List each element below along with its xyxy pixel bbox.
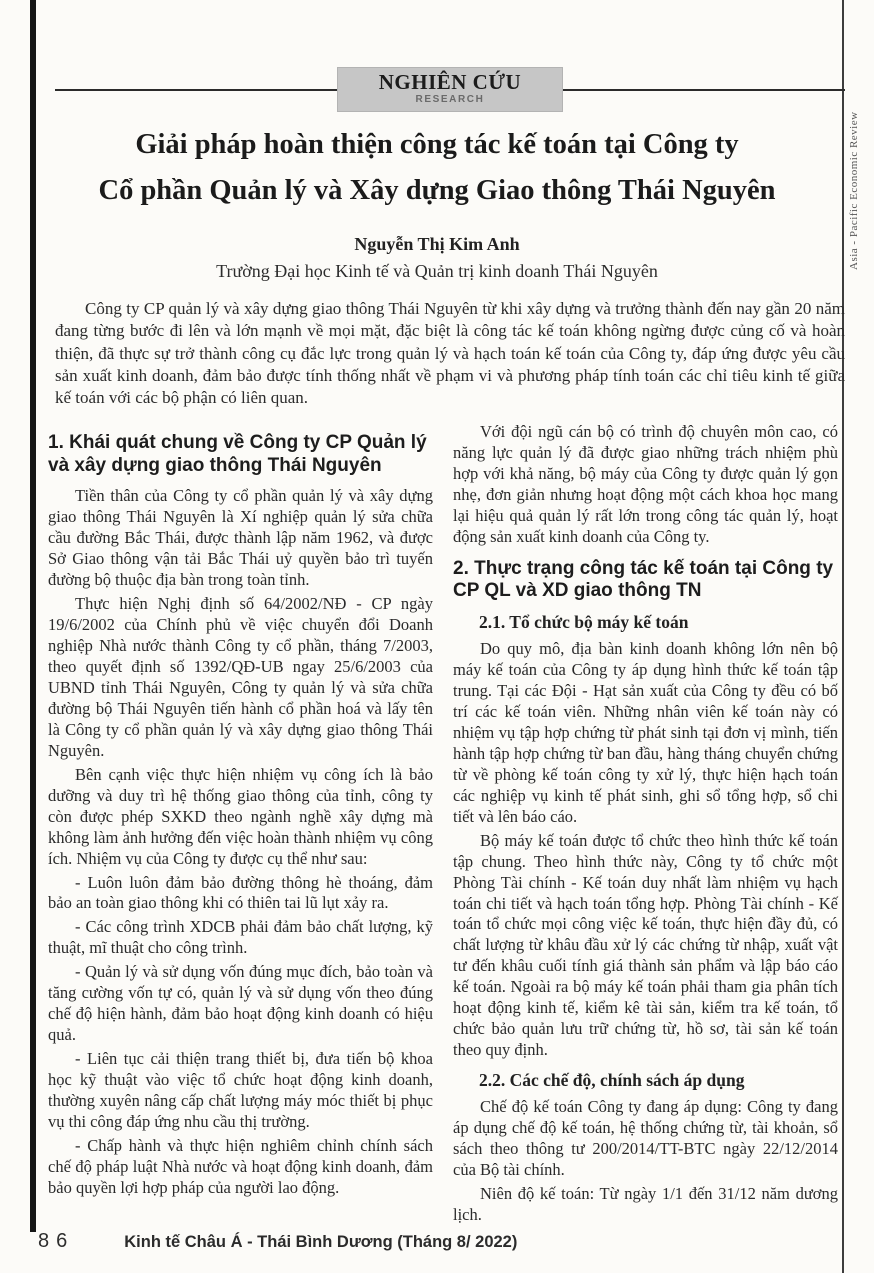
- section-kicker-box: [337, 67, 563, 112]
- paragraph: Thực hiện Nghị định số 64/2002/NĐ - CP ngày 19/6/2002 của Chính phủ về việc chuyển đổi Doanh nghiệp Nhà nước thành Công ty cổ phần, tháng 7/2003, theo quyết định số 1392/QĐ-UB ngay 25/6/2003 của UBND tỉnh Thái Nguyên, Công ty quản lý và sửa chữa đường bộ Thái Nguyên tiến hành cổ phần hoá và lấy tên là Công ty cổ phần quản lý và xây dựng giao thông Thái Nguyên.: [48, 594, 433, 760]
- section-2-2-subheading: 2.2. Các chế độ, chính sách áp dụng: [479, 1070, 745, 1091]
- page-footer: [38, 1230, 517, 1253]
- bullet-item: - Các công trình XDCB phải đảm bảo chất lượng, kỹ thuật, mĩ thuật cho công trình.: [48, 917, 433, 958]
- right-column: [453, 422, 838, 1229]
- bullet-item: - Liên tục cải thiện trang thiết bị, đưa tiến bộ khoa học kỹ thuật vào việc tổ chức hoạt động kinh doanh, thường xuyên nâng cấp chất lượng máy móc thiết bị phục vụ thi công đáp ứng nhu cầu thị trường.: [48, 1049, 433, 1132]
- bullet-item: - Quản lý và sử dụng vốn đúng mục đích, bảo toàn và tăng cường vốn tự có, quản lý và sử dụng vốn theo đúng chế độ hiện hành, đảm bảo hoạt động kinh doanh có hiệu quả.: [48, 962, 433, 1045]
- paragraph: Niên độ kế toán: Từ ngày 1/1 đến 31/12 năm dương lịch.: [453, 1183, 838, 1224]
- article-title: [50, 122, 824, 214]
- kicker-label-en: RESEARCH: [415, 94, 485, 105]
- paragraph: Bộ máy kế toán được tổ chức theo hình thức kế toán tập chung. Theo hình thức này, Công ty tổ chức một Phòng Tài chính - Kế toán duy nhất làm nhiệm vụ hạch toán chi tiết và hạch toán tổng hợp. Phòng Tài chính - Kế toán tổ chức mọi công việc kế toán, thực hiện đầy đủ, có chất lượng từ khâu đầu xử lý các chứng từ nhập, xuất vật tư đến khâu cuối tính giá thành sản phẩm và lập báo cáo kế toán. Ngoài ra bộ máy kế toán phải tham gia phân tích hoạt động kinh tế, kiểm kê tài sản, kiểm tra kế toán, tổ chức bảo quản lưu trữ chứng từ, hồ sơ, tài sản kế toán theo quy định.: [453, 830, 838, 1060]
- journal-footer-title: Kinh tế Châu Á - Thái Bình Dương (Tháng 8/ 2022): [124, 1233, 518, 1251]
- left-column: [48, 422, 433, 1229]
- author-affiliation: Trường Đại học Kinh tế và Quản trị kinh doanh Thái Nguyên: [216, 261, 658, 282]
- journal-name-vertical: Asia - Pacific Economic Review: [848, 111, 860, 270]
- bullet-item: - Chấp hành và thực hiện nghiêm chỉnh chính sách chế độ pháp luật Nhà nước và hoạt động kinh doanh, đảm bảo quyền lợi hợp pháp của người lao động.: [48, 1135, 433, 1197]
- kicker-label-vi: NGHIÊN CỨU: [378, 70, 522, 94]
- bullet-item: - Luôn luôn đảm bảo đường thông hè thoáng, đảm bảo an toàn giao thông khi có thiên tai lũ lụt xảy ra.: [48, 872, 433, 913]
- page-number: 86: [38, 1230, 75, 1252]
- section-1-heading: 1. Khái quát chung về Công ty CP Quản lý và xây dựng giao thông Thái Nguyên: [48, 431, 427, 476]
- paragraph: Với đội ngũ cán bộ có trình độ chuyên môn cao, có năng lực quản lý đã được giao những trách nhiệm phù hợp với khả năng, bộ máy của Công ty được quản lý gọn nhẹ, đơn giản nhưng hoạt động một cách khoa học mang lại hiệu quả quản lý rất lớn trong công tác quản lý, hoạt động sản xuất kinh doanh của Công ty.: [453, 421, 838, 546]
- abstract-paragraph: Công ty CP quản lý và xây dựng giao thông Thái Nguyên từ khi xây dựng và trưởng thành đến nay gần 20 năm đang từng bước đi lên và lớn mạnh về mọi mặt, đặc biệt là công tác kế toán không ngừng được củng cố và hoàn thiện, đã thực sự trở thành công cụ đắc lực trong quản lý và hạch toán kế toán của Công ty, đáp ứng được yêu cầu sản xuất kinh doanh, đảm bảo được tính thống nhất về phạm vi và phương pháp tính toán các chỉ tiêu kinh tế giữa kế toán với các bộ phận có liên quan.: [55, 299, 845, 407]
- paragraph: Tiền thân của Công ty cổ phần quản lý và xây dựng giao thông Thái Nguyên là Xí nghiệp quản lý sửa chữa cầu đường Bắc Thái, được thành lập năm 1962, và được Sở Giao thông vận tải Bắc Thái uỷ quyền bảo trì tuyến đường bộ thuộc địa bàn trong toàn tỉnh.: [48, 486, 433, 590]
- section-2-heading: 2. Thực trạng công tác kế toán tại Công ty CP QL và XD giao thông TN: [453, 557, 834, 602]
- paragraph: Bên cạnh việc thực hiện nhiệm vụ công ích là bảo dưỡng và duy trì hệ thống giao thông của tỉnh, công ty còn được phép SXKD theo ngành nghề xây dựng mà không làm ảnh hưởng đến việc hoàn thành nhiệm vụ công ích. Nhiệm vụ của Công ty được cụ thể như sau:: [48, 764, 433, 868]
- paragraph: Chế độ kế toán Công ty đang áp dụng: Công ty đang áp dụng chế độ kế toán, hệ thống chứng từ, tài khoản, sổ sách theo thông tư 200/2014/TT-BTC ngày 22/12/2014 của Bộ tài chính.: [453, 1097, 838, 1180]
- paragraph: Do quy mô, địa bàn kinh doanh không lớn nên bộ máy kế toán của Công ty áp dụng hình thức kế toán tập trung. Tại các Đội - Hạt sản xuất của Công ty đều có bố trí các kế toán viên. Những nhân viên kế toán này có nhiệm vụ tập hợp chứng từ phát sinh tại đơn vị mình, tiến hành tập hợp chứng từ ban đầu, hàng tháng chuyển chứng từ về phòng kế toán công ty xử lý, thực hiện hạch toán các nghiệp vụ kinh tế phát sinh, ghi sổ tổng hợp, sổ chi tiết và lên báo cáo.: [453, 639, 838, 826]
- section-2-1-subheading: 2.1. Tổ chức bộ máy kế toán: [479, 612, 689, 633]
- author-name: Nguyễn Thị Kim Anh: [354, 234, 520, 255]
- article-content: [0, 112, 874, 1229]
- article-title-line1: Giải pháp hoàn thiện công tác kế toán tại Công ty: [135, 129, 739, 160]
- two-column-body: [48, 422, 838, 1229]
- article-title-line2: Cổ phần Quản lý và Xây dựng Giao thông Thái Nguyên: [98, 175, 776, 207]
